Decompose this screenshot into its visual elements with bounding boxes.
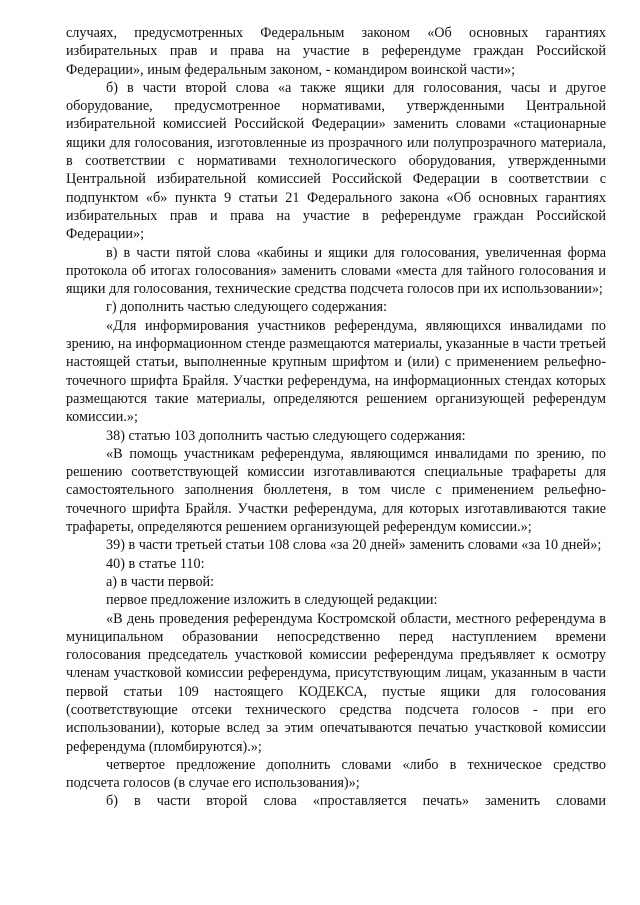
paragraph: а) в части первой: [106, 573, 215, 590]
paragraph: «В день проведения референдума Костромской области, местного референдума в муниципальном образовании непосредственно перед наступлением времени голосования председатель участковой комиссии референдума предъявляет к осмотру членам участковой комиссии референдума, присутствующим лицам, указанным в части первой статьи 109 настоящего КОДЕКСА, пустые ящики для голосования (соответствующие отсеки технического средства подсчета голосов - при его использовании), которые вслед за этим опечатываются печатью участковой комиссии референдума (пломбируются).»; [66, 610, 606, 755]
paragraph: б) в части второй слова «проставляется печать» заменить словами [106, 793, 606, 810]
paragraph: 38) статью 103 дополнить частью следующего содержания: [106, 427, 466, 444]
paragraph: «В помощь участникам референдума, являющимся инвалидами по зрению, по решению соответствующей комиссии изготавливаются специальные трафареты для самостоятельного заполнения бюллетеня, в том числе с применением рельефно-точечного шрифта Брайля. Участки референдума, для которых изготавливаются такие трафареты, определяются решением организующей референдум комиссии.»; [66, 445, 606, 536]
paragraph: четвертое предложение дополнить словами «либо в техническое средство подсчета голосов (в случае его использования)»; [66, 756, 606, 792]
paragraph: «Для информирования участников референдума, являющихся инвалидами по зрению, на информационном стенде размещаются материалы, указанные в части третьей настоящей статьи, выполненные крупным шрифтом и (или) с применением рельефно-точечного шрифта Брайля. Участки референдума, на информационных стендах которых размещаются такие материалы, определяются решением организующей референдум комиссии.»; [66, 317, 606, 426]
paragraph: б) в части второй слова «а также ящики для голосования, часы и другое оборудование, предусмотренное нормативами, утвержденными Центральной избирательной комиссией Российской Федерации» заменить словами «стационарные ящики для голосования, изготовленные из прозрачного или полупрозрачного материала, в соответствии с нормативами технологического оборудования, утвержденными Центральной избирательной комиссией Российской Федерации в соответствии с подпунктом «б» пункта 9 статьи 21 Федерального закона «Об основных гарантиях избирательных прав и права на участие в референдуме граждан Российской Федерации»; [66, 79, 606, 243]
paragraph: 40) в статье 110: [106, 555, 205, 572]
paragraph: 39) в части третьей статьи 108 слова «за 20 дней» заменить словами «за 10 дней»; [106, 537, 602, 554]
paragraph: случаях, предусмотренных Федеральным законом «Об основных гарантиях избирательных прав и права на участие в референдуме граждан Российской Федерации», иным федеральным законом, - командиром воинской части»; [66, 25, 606, 78]
paragraph: в) в части пятой слова «кабины и ящики для голосования, увеличенная форма протокола об итогах голосования» заменить словами «места для тайного голосования и ящики для голосования, технические средства подсчета голосов при их использовании»; [66, 244, 606, 298]
paragraph: первое предложение изложить в следующей редакции: [106, 592, 438, 609]
paragraph: г) дополнить частью следующего содержания: [106, 299, 387, 316]
